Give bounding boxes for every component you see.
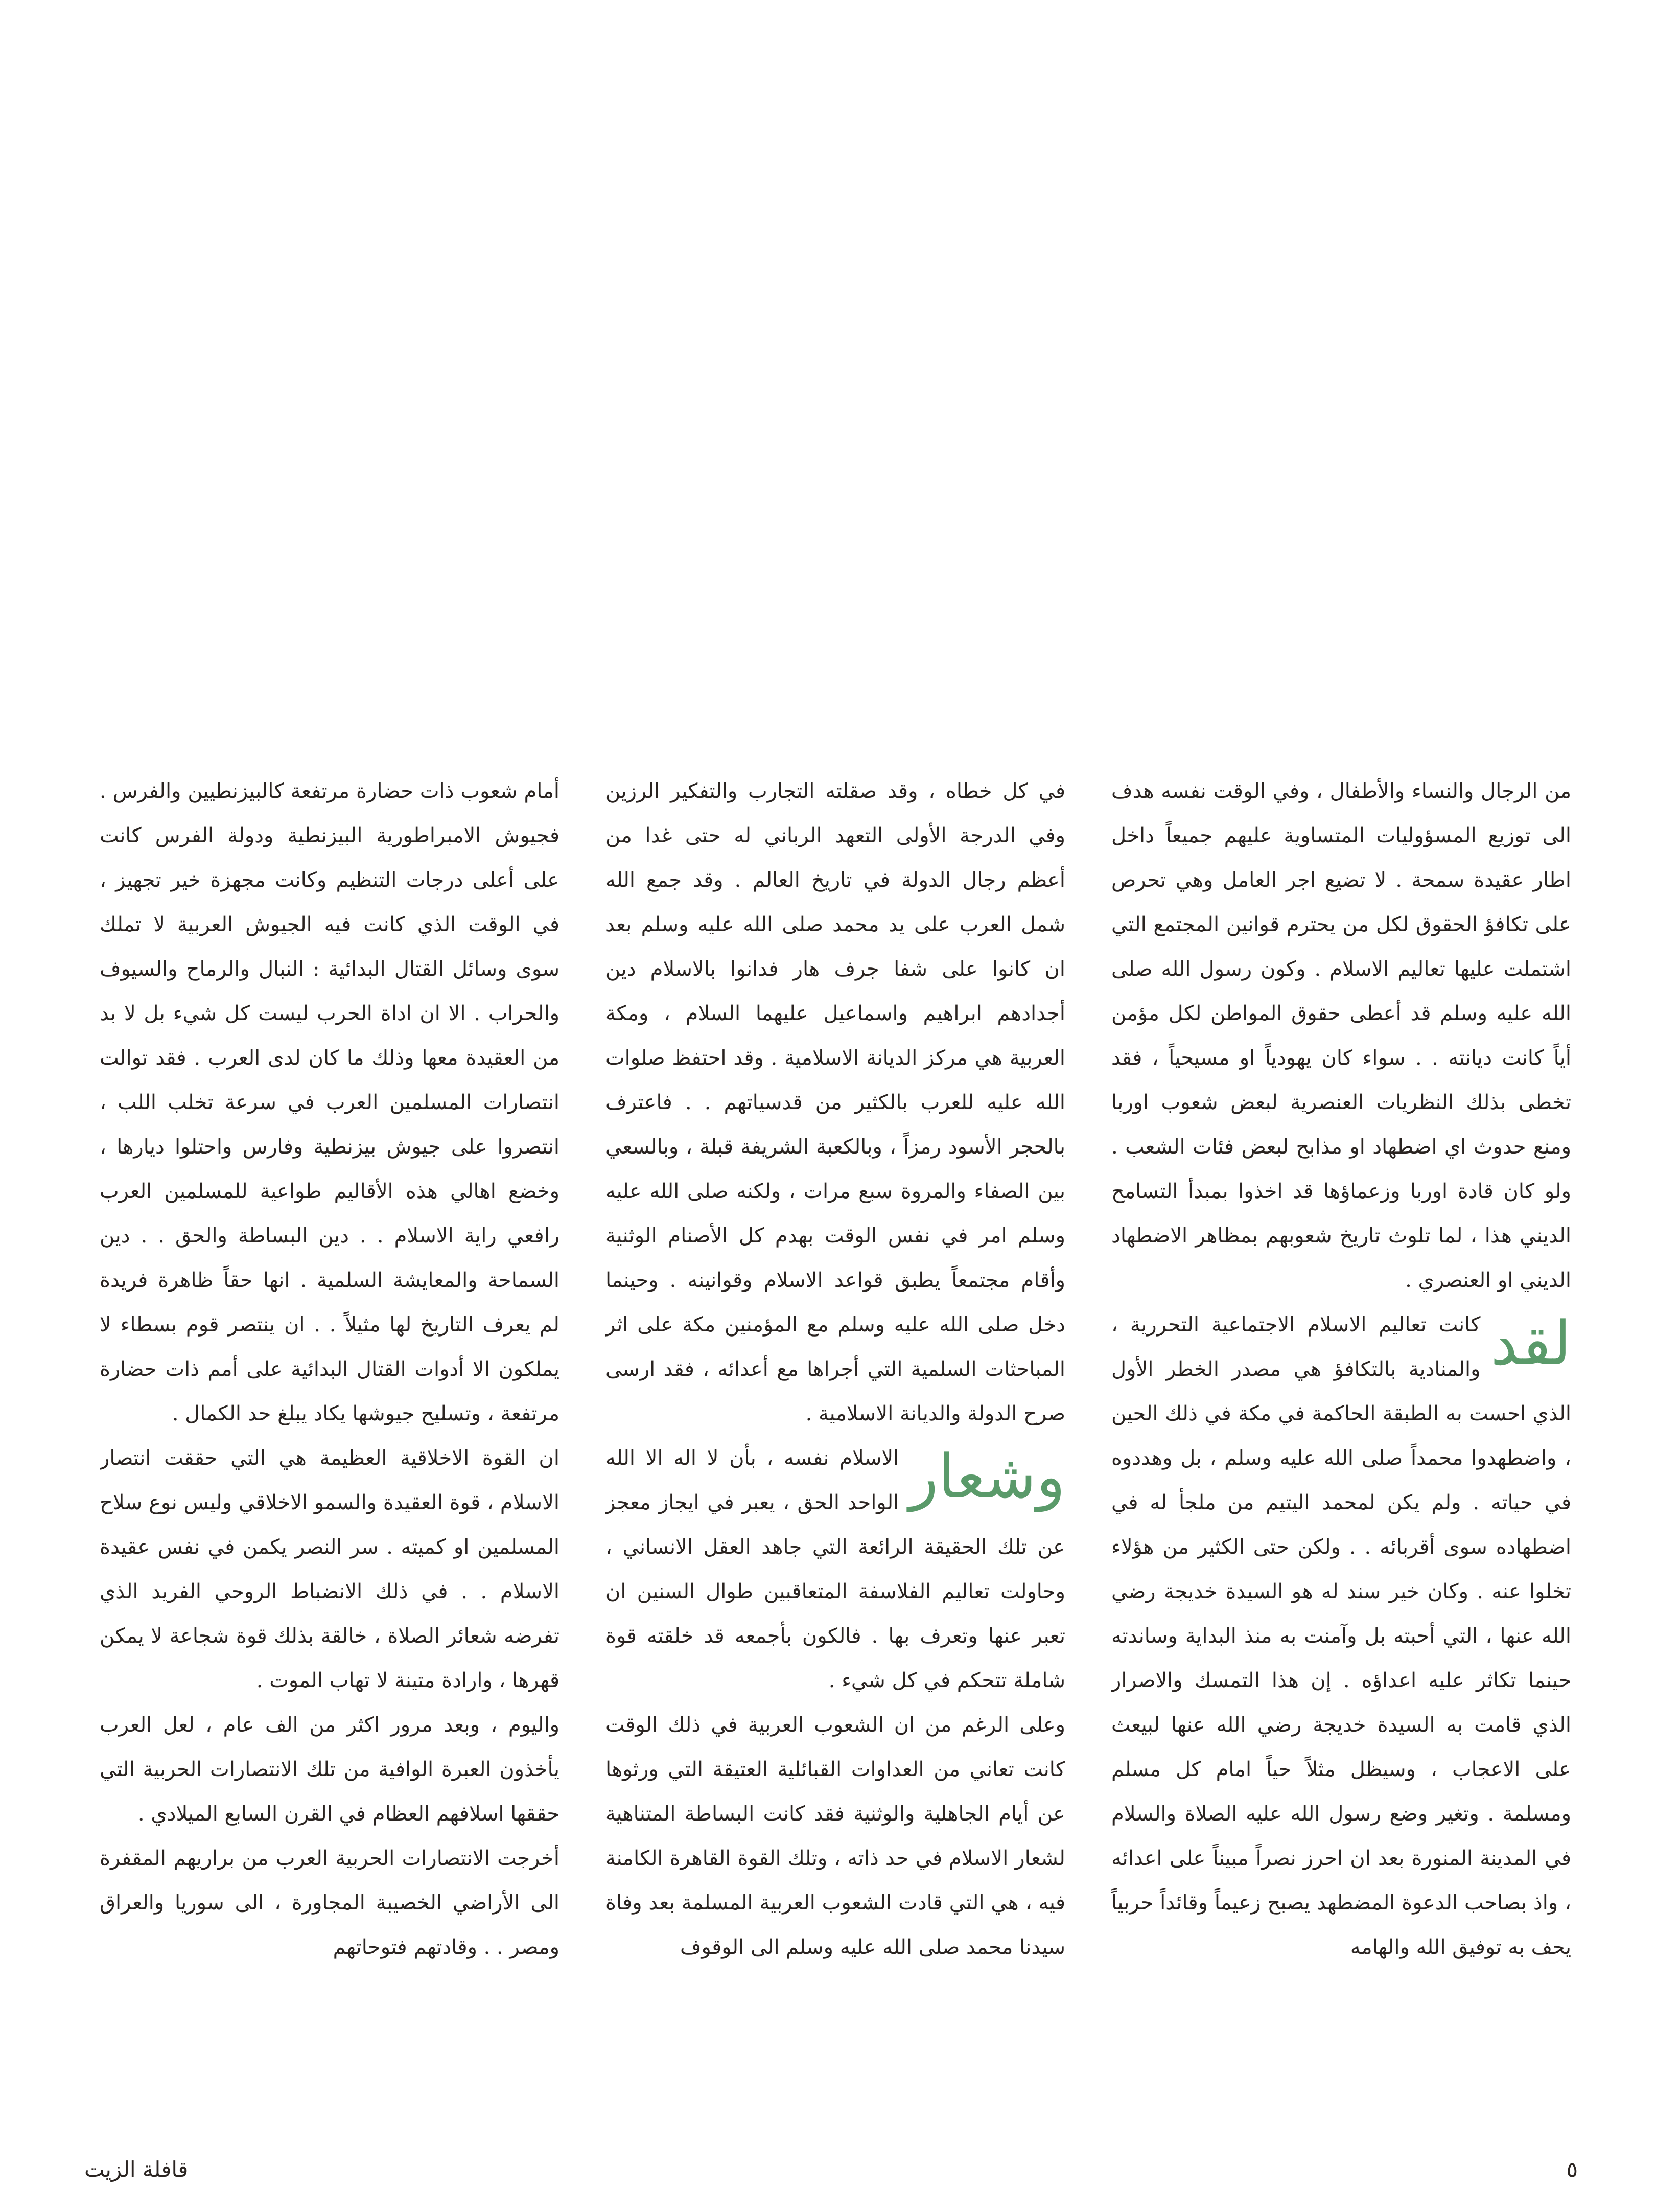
paragraph: في كل خطاه ، وقد صقلته التجارب والتفكير الرزين وفي الدرجة الأولى التعهد الرباني له حتى غدا من أعظم رجال الدولة في تاريخ العالم . وقد جمع الله شمل العرب على يد محمد صلى الله عليه وسلم بعد ان كانوا على شفا جرف هار فدانوا بالاسلام دين أجدادهم ابراهيم واسماعيل عليهما السلام ، ومكة العربية هي مركز الديانة الاسلامية . وقد احتفظ صلوات الله عليه للعرب بالكثير من قدسياتهم . . فاعترف بالحجر الأسود رمزاً ، وبالكعبة الشريفة قبلة ، وبالسعي بين الصفاء والمروة سبع مرات ، ولكنه صلى الله عليه وسلم امر في نفس الوقت بهدم كل الأصنام الوثنية وأقام مجتمعاً يطبق قواعد الاسلام وقوانينه . وحينما دخل صلى الله عليه وسلم مع المؤمنين مكة على اثر المباحثات السلمية التي أجراها مع أعدائه ، فقد ارسى صرح الدولة والديانة الاسلامية . — [605, 779, 1065, 1425]
paragraph: أمام شعوب ذات حضارة مرتفعة كالبيزنطيين والفرس . فجيوش الامبراطورية البيزنطية ودولة الفرس كانت على أعلى درجات التنظيم وكانت مجهزة خير تجهيز ، في الوقت الذي كانت فيه الجيوش العربية لا تملك سوى وسائل القتال البدائية : النبال والرماح والسيوف والحراب . الا ان اداة الحرب ليست كل شيء بل لا بد من العقيدة معها وذلك ما كان لدى العرب . فقد توالت انتصارات المسلمين العرب في سرعة تخلب اللب ، انتصروا على جيوش بيزنطية وفارس واحتلوا ديارها ، وخضع اهالي هذه الأقاليم طواعية للمسلمين العرب رافعي راية الاسلام . . دين البساطة والحق . . دين السماحة والمعايشة السلمية . انها حقاً ظاهرة فريدة لم يعرف التاريخ لها مثيلاً . . ان ينتصر قوم بسطاء لا يملكون الا أدوات القتال البدائية على أمم ذات حضارة مرتفعة ، وتسليح جيوشها يكاد يبلغ حد الكمال . — [100, 779, 559, 1425]
column-right — [1111, 769, 1571, 2090]
paragraph-text: كانت تعاليم الاسلام الاجتماعية التحررية ، والمنادية بالتكافؤ هي مصدر الخطر الأول الذي احست به الطبقة الحاكمة في مكة في ذلك الحين ، واضطهدوا محمداً صلى الله عليه وسلم ، بل وهددوه في حياته . ولم يكن لمحمد اليتيم من ملجأ له في اضطهاده سوى أقربائه . . ولكن حتى الكثير من هؤلاء تخلوا عنه . وكان خير سند له هو السيدة خديجة رضي الله عنها ، التي أحبته بل وآمنت به منذ البداية وساندته حينما تكاثر عليه اعداؤه . إن هذا التمسك والاصرار الذي قامت به السيدة خديجة رضي الله عنها لبيعث على الاعجاب ، وسيظل مثلاً حياً امام كل مسلم ومسلمة . وتغير وضع رسول الله عليه الصلاة والسلام في المدينة المنورة بعد ان احرز نصراً مبيناً على اعدائه ، واذ بصاحب الدعوة المضطهد يصبح زعيماً وقائداً حربياً يحف به توفيق الله والهامه — [1111, 1313, 1571, 1959]
paragraph-with-dropcap — [1111, 1303, 1571, 1970]
dropcap-word: لقد — [1490, 1308, 1571, 1378]
dropcap-word: وشعار — [909, 1441, 1065, 1512]
paragraph-with-dropcap — [605, 1436, 1065, 1703]
paragraph: من الرجال والنساء والأطفال ، وفي الوقت نفسه هدف الى توزيع المسؤوليات المتساوية عليهم جميعاً داخل اطار عقيدة سمحة . لا تضيع اجر العامل وهي تحرص على تكافؤ الحقوق لكل من يحترم قوانين المجتمع التي اشتملت عليها تعاليم الاسلام . وكون رسول الله صلى الله عليه وسلم قد أعطى حقوق المواطن لكل مؤمن أياً كانت ديانته . . سواء كان يهودياً او مسيحياً ، فقد تخطى بذلك النظريات العنصرية لبعض شعوب اوربا ومنع حدوث اي اضطهاد او مذابح لبعض فئات الشعب . ولو كان قادة اوربا وزعماؤها قد اخذوا بمبدأ التسامح الديني هذا ، لما تلوث تاريخ شعوبهم بمظاهر الاضطهاد الديني او العنصري . — [1111, 779, 1571, 1292]
paragraph: واليوم ، وبعد مرور اكثر من الف عام ، لعل العرب يأخذون العبرة الوافية من تلك الانتصارات الحربية التي حققها اسلافهم العظام في القرن السابع الميلادي . — [100, 1713, 559, 1826]
paragraph: أخرجت الانتصارات الحربية العرب من براريهم المقفرة الى الأراضي الخصيبة المجاورة ، الى سوريا والعراق ومصر . . وقادتهم فتوحاتهم — [100, 1847, 559, 1959]
paragraph-text: الاسلام نفسه ، بأن لا اله الا الله الواحد الحق ، يعبر في ايجاز معجز عن تلك الحقيقة الرائعة التي جاهد العقل الانساني ، وحاولت تعاليم الفلاسفة المتعاقبين طوال السنين ان تعبر عنها وتعرف بها . فالكون بأجمعه قد خلقته قوة شاملة تتحكم في كل شيء . — [605, 1446, 1065, 1692]
article-columns — [100, 769, 1571, 2090]
column-left — [100, 769, 559, 2090]
magazine-name: قافلة الزيت — [84, 2157, 189, 2182]
page-number: ٥ — [1566, 2157, 1578, 2182]
paragraph: ان القوة الاخلاقية العظيمة هي التي حققت انتصار الاسلام ، قوة العقيدة والسمو الاخلاقي وليس نوع سلاح المسلمين او كميته . سر النصر يكمن في نفس عقيدة الاسلام . . في ذلك الانضباط الروحي الفريد الذي تفرضه شعائر الصلاة ، خالقة بذلك قوة شجاعة لا يمكن قهرها ، وارادة متينة لا تهاب الموت . — [100, 1446, 559, 1692]
page-footer — [0, 2149, 1680, 2190]
paragraph: وعلى الرغم من ان الشعوب العربية في ذلك الوقت كانت تعاني من العداوات القبائلية العتيقة التي ورثوها عن أيام الجاهلية والوثنية فقد كانت البساطة المتناهية لشعار الاسلام في حد ذاته ، وتلك القوة القاهرة الكامنة فيه ، هي التي قادت الشعوب العربية المسلمة بعد وفاة سيدنا محمد صلى الله عليه وسلم الى الوقوف — [605, 1713, 1065, 1959]
column-middle — [605, 769, 1065, 2090]
